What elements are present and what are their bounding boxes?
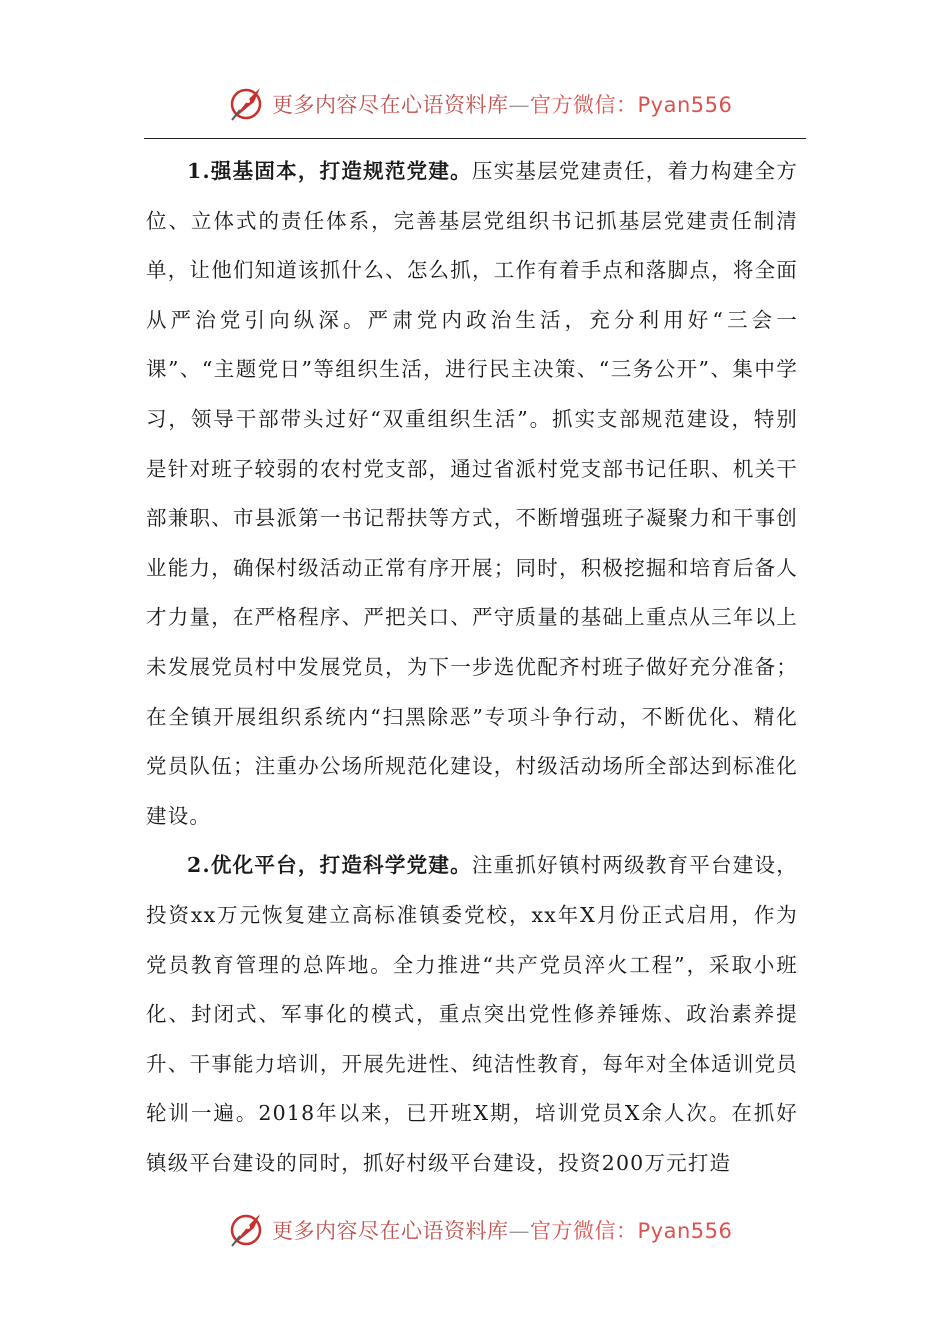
header-banner-main: 更多内容尽在心语资料库 — [272, 93, 509, 117]
header-divider — [144, 138, 806, 139]
paragraph-2 — [146, 841, 798, 1188]
footer-banner-text — [272, 1215, 732, 1245]
header-banner-separator: — — [508, 93, 530, 117]
footer-banner-wechat: 官方微信：Pyan556 — [530, 1219, 733, 1243]
quill-pen-logo-icon — [226, 1210, 266, 1250]
paragraph-1-heading: 1.强基固本，打造规范党建。 — [187, 159, 472, 183]
paragraph-2-text: 注重抓好镇村两级教育平台建设，投资xx万元恢复建立高标准镇委党校，xx年X月份正式启用，作为党员教育管理的总阵地。全力推进“共产党员淬火工程”，采取小班化、封闭式、军事化的模式，重点突出党性修养锤炼、政治素养提升、干事能力培训，开展先进性、纯洁性教育，每年对全体适训党员轮训一遍。2018年以来，已开班X期，培训党员X余人次。在抓好镇级平台建设的同时，抓好村级平台建设，投资200万元打造 — [146, 853, 798, 1175]
paragraph-1 — [146, 147, 798, 841]
paragraph-2-heading: 2.优化平台，打造科学党建。 — [187, 853, 472, 878]
header-banner-wechat: 官方微信：Pyan556 — [530, 93, 733, 117]
header-banner-text — [272, 89, 732, 119]
footer-banner-main: 更多内容尽在心语资料库 — [272, 1219, 509, 1243]
footer-banner — [226, 1210, 732, 1250]
header-banner — [226, 84, 732, 124]
paragraph-1-text: 压实基层党建责任，着力构建全方位、立体式的责任体系，完善基层党组织书记抓基层党建责任制清单，让他们知道该抓什么、怎么抓，工作有着手点和落脚点，将全面从严治党引向纵深。严肃党内政治生活，充分利用好“三会一课”、“主题党日”等组织生活，进行民主决策、“三务公开”、集中学习，领导干部带头过好“双重组织生活”。抓实支部规范建设，特别是针对班子较弱的农村党支部，通过省派村党支部书记任职、机关干部兼职、市县派第一书记帮扶等方式，不断增强班子凝聚力和干事创业能力，确保村级活动正常有序开展；同时，积极挖掘和培育后备人才力量，在严格程序、严把关口、严守质量的基础上重点从三年以上未发展党员村中发展党员，为下一步选优配齐村班子做好充分准备；在全镇开展组织系统内“扫黑除恶”专项斗争行动，不断优化、精化党员队伍；注重办公场所规范化建设，村级活动场所全部达到标准化建设。 — [146, 159, 798, 828]
document-body — [146, 147, 798, 1188]
footer-banner-separator: — — [508, 1219, 530, 1243]
quill-pen-logo-icon — [226, 84, 266, 124]
